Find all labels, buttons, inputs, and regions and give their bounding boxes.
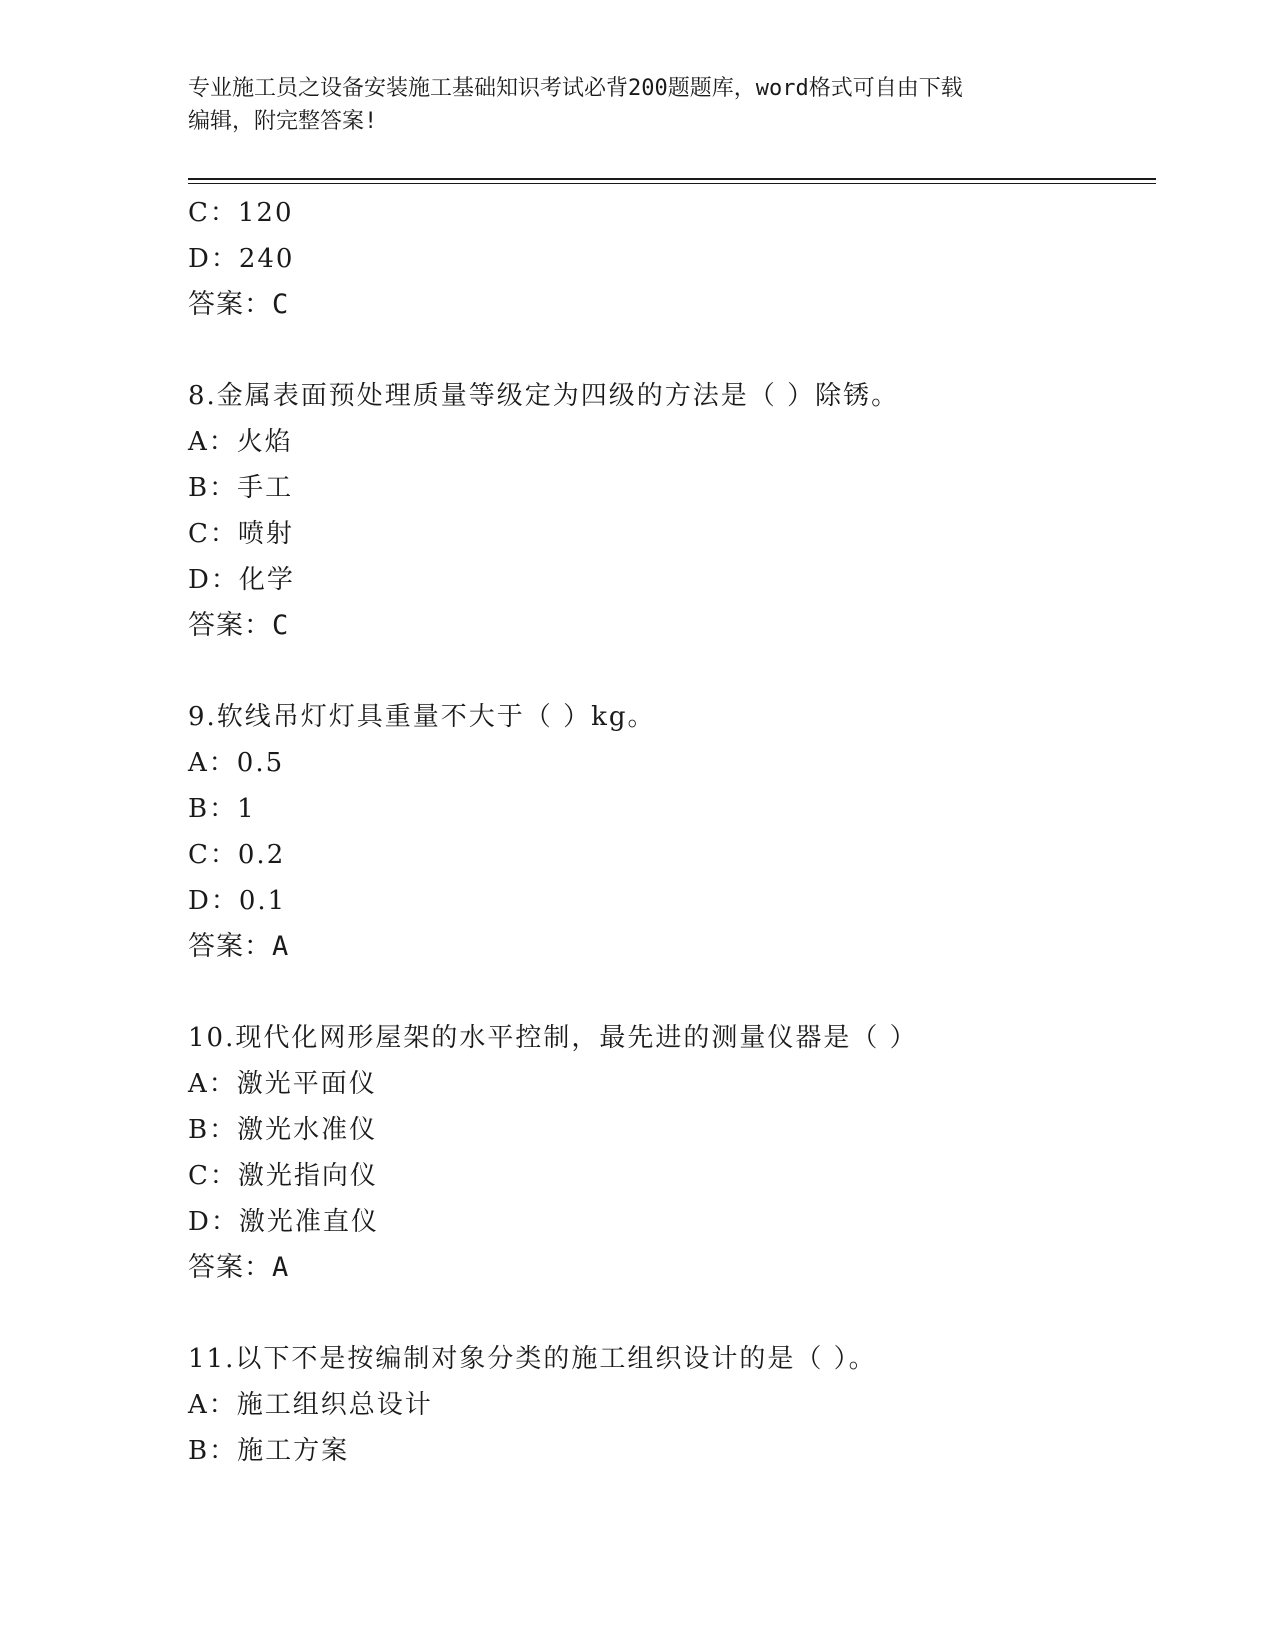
- option-b: B：1: [188, 794, 256, 824]
- option-d: D：化学: [188, 565, 295, 595]
- spacer: [188, 328, 1148, 373]
- question-block-10: [188, 1015, 1148, 1291]
- answer-line: 答案：C: [188, 610, 290, 641]
- question-block-8: [188, 373, 1148, 649]
- option-b: B：激光水准仪: [188, 1115, 378, 1145]
- option-a: A：施工组织总设计: [188, 1390, 433, 1420]
- option-a: A：0.5: [188, 748, 285, 778]
- answer-line: 答案：A: [188, 931, 290, 962]
- option-c: C：120: [188, 198, 294, 228]
- option-d: D：240: [188, 244, 295, 274]
- option-a: A：火焰: [188, 427, 293, 457]
- header-title-line-2: 编辑，附完整答案!: [188, 109, 378, 134]
- option-d: D：激光准直仪: [188, 1207, 379, 1237]
- question-text: 8.金属表面预处理质量等级定为四级的方法是（ ）除锈。: [188, 381, 900, 411]
- answer-line: 答案：A: [188, 1252, 290, 1283]
- option-d: D：0.1: [188, 886, 287, 916]
- header-divider-thin: [188, 183, 1156, 184]
- question-block-7: [188, 190, 1148, 328]
- question-block-11: [188, 1336, 1148, 1474]
- header-divider-thick: [188, 178, 1156, 180]
- question-list: [188, 190, 1148, 1474]
- header-title-line-1: 专业施工员之设备安装施工基础知识考试必背200题题库，word格式可自由下载: [188, 76, 963, 101]
- option-b: B：手工: [188, 473, 294, 503]
- question-text: 9.软线吊灯灯具重量不大于（ ）kg。: [188, 702, 656, 732]
- question-text: 11.以下不是按编制对象分类的施工组织设计的是（ ）。: [188, 1344, 877, 1374]
- question-text: 10.现代化网形屋架的水平控制，最先进的测量仪器是（ ）: [188, 1023, 918, 1053]
- option-c: C：0.2: [188, 840, 286, 870]
- answer-line: 答案：C: [188, 289, 290, 320]
- option-c: C：激光指向仪: [188, 1161, 378, 1191]
- question-block-9: [188, 694, 1148, 970]
- spacer: [188, 649, 1148, 694]
- spacer: [188, 970, 1148, 1015]
- option-b: B：施工方案: [188, 1436, 350, 1466]
- spacer: [188, 1291, 1148, 1336]
- option-c: C：喷射: [188, 519, 294, 549]
- document-header: [188, 72, 1088, 138]
- option-a: A：激光平面仪: [188, 1069, 377, 1099]
